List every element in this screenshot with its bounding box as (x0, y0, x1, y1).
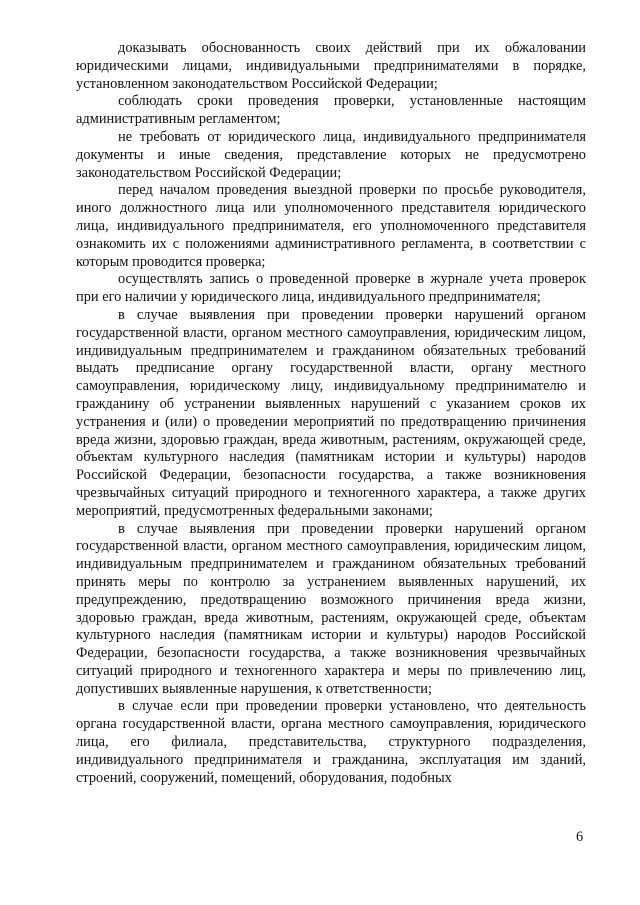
document-body (76, 40, 586, 787)
paragraph-7: в случае выявления при проведении проверки нарушений органом государственной власти, органом местного самоуправления, юридическим лицом, индивидуальным предпринимателем и гражданином обязательных требований принять меры по контролю за устранением выявленных нарушений, их предупреждению, предотвращению возможного причинения вреда жизни, здоровью граждан, вреда животным, растениям, окружающей среде, объектам культурного наследия (памятникам истории и культуры) народов Российской Федерации, безопасности государства, а также возникновения чрезвычайных ситуаций природного и техногенного характера и меры по привлечению лиц, допустивших выявленные нарушения, к ответственности; (76, 520, 586, 697)
paragraph-5: осуществлять запись о проведенной проверке в журнале учета проверок при его наличии у юридического лица, индивидуального предпринимателя; (76, 271, 586, 306)
page-number: 6 (576, 829, 584, 845)
paragraph-2: соблюдать сроки проведения проверки, установленные настоящим административным регламентом; (76, 93, 586, 128)
paragraph-6: в случае выявления при проведении проверки нарушений органом государственной власти, органом местного самоуправления, юридическим лицом, индивидуальным предпринимателем и гражданином обязательных требований выдать предписание органу государственной власти, органу местного самоуправления, юридическому лицу, индивидуальному предпринимателю и гражданину об устранении выявленных нарушений с указанием сроков их устранения и (или) о проведении мероприятий по предотвращению причинения вреда жизни, здоровью граждан, вреда животным, растениям, окружающей среде, объектам культурного наследия (памятникам истории и культуры) народов Российской Федерации, безопасности государства, а также возникновения чрезвычайных ситуаций природного и техногенного характера, а также других мероприятий, предусмотренных федеральными законами; (76, 306, 586, 519)
paragraph-8: в случае если при проведении проверки установлено, что деятельность органа государственной власти, органа местного самоуправления, юридического лица, его филиала, представительства, структурного подразделения, индивидуального предпринимателя и гражданина, эксплуатация им зданий, строений, сооружений, помещений, оборудования, подобных (76, 698, 586, 786)
paragraph-1: доказывать обоснованность своих действий при их обжаловании юридическими лицами, индивидуальными предпринимателями в порядке, установленном законодательством Российской Федерации; (76, 40, 586, 92)
paragraph-3: не требовать от юридического лица, индивидуального предпринимателя документы и иные сведения, представление которых не предусмотрено законодательством Российской Федерации; (76, 128, 586, 181)
paragraph-4: перед началом проведения выездной проверки по просьбе руководителя, иного должностного лица или уполномоченного представителя юридического лица, индивидуального предпринимателя, его уполномоченного представителя ознакомить их с положениями административного регламента, в соответствии с которым проводится проверка; (76, 182, 586, 270)
